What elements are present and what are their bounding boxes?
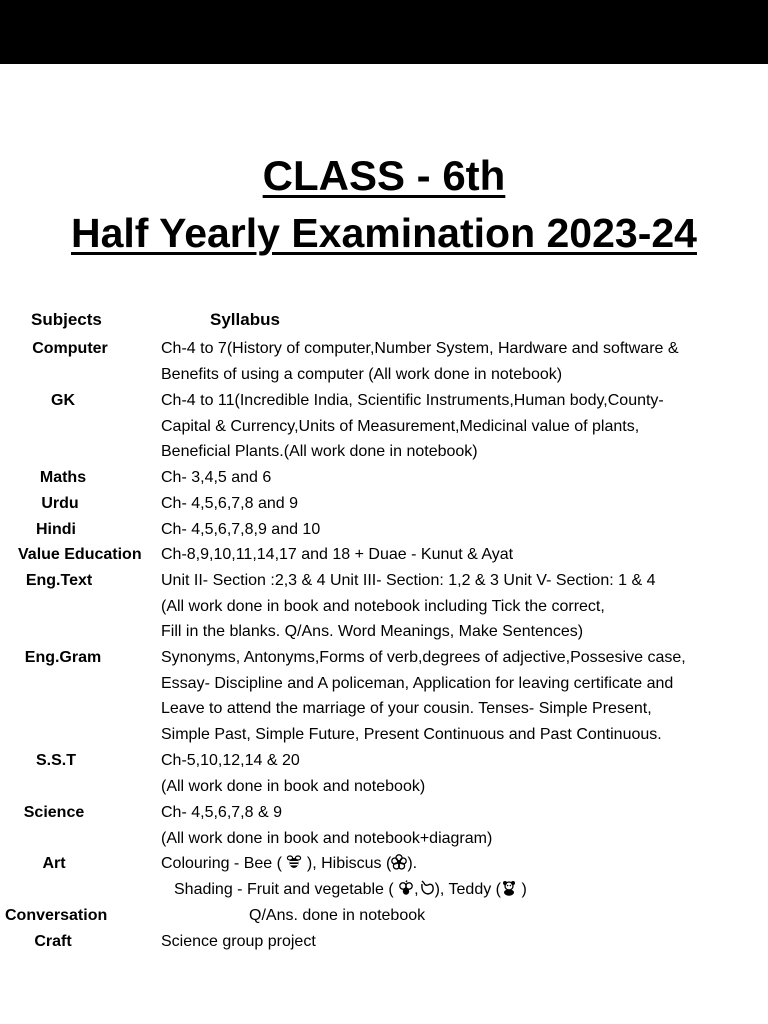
- syllabus-text: Ch- 4,5,6,7,8,9 and 10: [161, 521, 321, 538]
- subject-label: GK: [51, 392, 75, 409]
- art-line-shading: Shading - Fruit and vegetable ( , ), Teddy ( ): [174, 880, 527, 898]
- subject-label: Eng.Gram: [24, 649, 102, 666]
- teddy-icon: [501, 879, 517, 895]
- subject-label: Art: [42, 855, 66, 872]
- syllabus-text: Q/Ans. done in notebook: [249, 907, 426, 924]
- syllabus-text: Ch-8,9,10,11,14,17 and 18 + Duae - Kunut & Ayat: [161, 546, 514, 563]
- syllabus-text: Ch-4 to 11(Incredible India, Scientific Instruments,Human body,County- Capital & Currency,Units of Measurement,Medicinal value of plants, Beneficial Plants.(All work done in notebook): [161, 392, 664, 461]
- title-class: CLASS - 6th: [262, 152, 506, 199]
- syllabus-text: [161, 851, 766, 902]
- syllabus-text: Ch- 3,4,5 and 6: [161, 469, 272, 486]
- syllabus-text: Synonyms, Antonyms,Forms of verb,degrees of adjective,Possesive case, Essay- Discipline and A policeman, Application for leaving certificate and Leave to attend the marriage of your cousin. Tenses- Simple Present, Simple Past, Simple Future, Present Continuous and Past Continuous.: [161, 649, 686, 744]
- syllabus-text: Science group project: [161, 933, 316, 950]
- subject-label: Urdu: [41, 495, 79, 512]
- subject-label: S.S.T: [35, 752, 76, 769]
- syllabus-text: Ch-4 to 7(History of computer,Number System, Hardware and software & Benefits of using a computer (All work done in notebook): [161, 340, 679, 383]
- subject-label: Eng.Text: [25, 572, 93, 589]
- top-black-bar: [0, 0, 768, 64]
- subject-label: Hindi: [36, 521, 76, 538]
- subject-label: Maths: [39, 469, 87, 486]
- header-subjects: Subjects: [31, 310, 102, 329]
- subject-label: Science: [23, 804, 85, 821]
- hibiscus-icon: [391, 853, 407, 869]
- syllabus-text: Unit II- Section :2,3 & 4 Unit III- Section: 1,2 & 3 Unit V- Section: 1 & 4 (All work done in book and notebook including Tick the correct, Fill in the blanks. Q/Ans. Word Meanings, Make Sentences): [161, 572, 656, 641]
- bee-icon: [286, 853, 302, 869]
- subject-label: Conversation: [5, 907, 108, 924]
- syllabus-text: Ch- 4,5,6,7,8 & 9 (All work done in book and notebook+diagram): [161, 804, 493, 847]
- syllabus-text: Ch- 4,5,6,7,8 and 9: [161, 495, 298, 512]
- subject-label: Computer: [32, 340, 108, 357]
- title-exam: Half Yearly Examination 2023-24: [71, 210, 697, 256]
- subject-label: Craft: [34, 933, 72, 950]
- vegetable-icon: [419, 879, 435, 895]
- fruit-icon: [398, 879, 414, 895]
- syllabus-text: Ch-5,10,12,14 & 20 (All work done in book and notebook): [161, 752, 426, 795]
- art-line-colouring: Colouring - Bee ( ), Hibiscus ( ).: [161, 855, 418, 872]
- subject-label: Value Education: [18, 546, 142, 563]
- header-syllabus: Syllabus: [210, 310, 280, 329]
